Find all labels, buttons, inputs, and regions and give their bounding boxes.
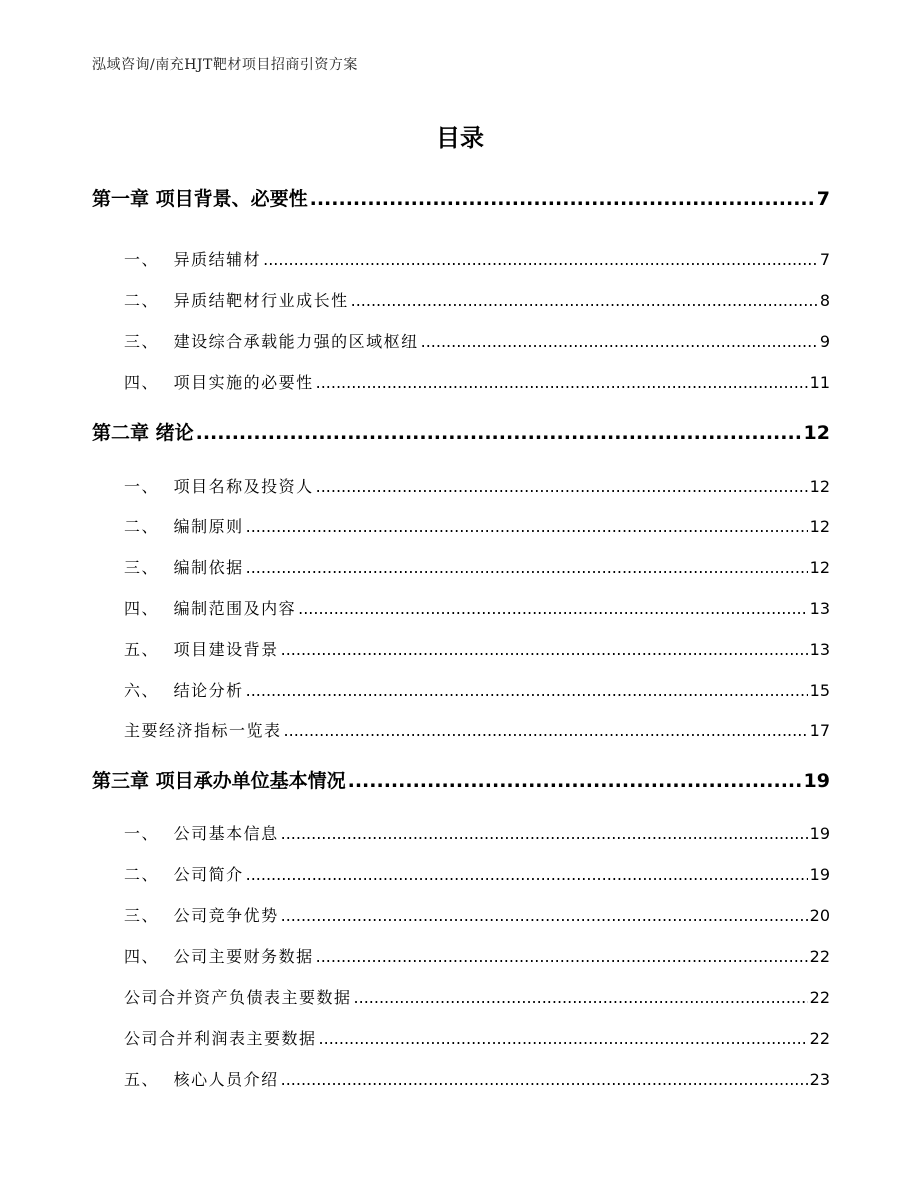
toc-label: 第三章 项目承办单位基本情况 bbox=[92, 770, 346, 792]
toc-label: 公司主要财务数据 bbox=[173, 947, 314, 966]
toc-label: 第一章 项目背景、必要性 bbox=[92, 188, 308, 210]
toc-number: 二、 bbox=[124, 865, 160, 884]
toc-number: 五、 bbox=[124, 640, 160, 659]
dot-leader bbox=[263, 250, 818, 269]
toc-number: 四、 bbox=[124, 947, 160, 966]
dot-leader bbox=[298, 599, 808, 618]
toc-page-number: 22 bbox=[809, 1029, 830, 1048]
running-header: 泓域咨询/南充HJT靶材项目招商引资方案 bbox=[92, 57, 358, 73]
toc-page-number: 12 bbox=[809, 477, 830, 496]
toc-label: 结论分析 bbox=[173, 681, 244, 700]
dot-leader bbox=[281, 906, 808, 925]
toc-chapter[interactable] bbox=[92, 418, 830, 444]
toc-number: 二、 bbox=[124, 291, 160, 310]
toc-label: 异质结靶材行业成长性 bbox=[173, 291, 349, 310]
toc-page-number: 8 bbox=[819, 291, 830, 310]
toc-section[interactable] bbox=[92, 944, 830, 966]
dot-leader bbox=[348, 770, 802, 792]
toc-section[interactable] bbox=[92, 678, 830, 700]
dot-leader bbox=[316, 947, 808, 966]
dot-leader bbox=[246, 517, 808, 536]
dot-leader bbox=[196, 422, 802, 444]
toc-page-number: 17 bbox=[809, 721, 830, 740]
toc-page-number: 22 bbox=[809, 947, 830, 966]
page-title: 目录 bbox=[436, 124, 484, 152]
toc-label: 异质结辅材 bbox=[173, 250, 262, 269]
toc-label: 公司竞争优势 bbox=[173, 906, 279, 925]
toc-section[interactable] bbox=[92, 1067, 830, 1089]
toc-page-number: 12 bbox=[809, 517, 830, 536]
toc-section[interactable] bbox=[92, 247, 830, 269]
toc-section[interactable] bbox=[92, 903, 830, 925]
dot-leader bbox=[310, 188, 815, 210]
toc-section[interactable] bbox=[92, 637, 830, 659]
toc-page-number: 9 bbox=[819, 332, 830, 351]
toc-number: 一、 bbox=[124, 824, 160, 843]
toc-page-number: 7 bbox=[819, 250, 830, 269]
toc-number: 一、 bbox=[124, 477, 160, 496]
dot-leader bbox=[316, 373, 808, 392]
toc-number: 四、 bbox=[124, 373, 160, 392]
dot-leader bbox=[284, 721, 808, 740]
toc-section[interactable] bbox=[92, 862, 830, 884]
toc-section[interactable] bbox=[92, 514, 830, 536]
toc-section[interactable] bbox=[92, 718, 830, 740]
toc-label: 公司简介 bbox=[173, 865, 244, 884]
toc-page-number: 22 bbox=[809, 988, 830, 1007]
toc-page-number: 12 bbox=[809, 558, 830, 577]
dot-leader bbox=[281, 1070, 808, 1089]
toc-number: 三、 bbox=[124, 906, 160, 925]
toc-label: 项目名称及投资人 bbox=[173, 477, 314, 496]
dot-leader bbox=[351, 291, 818, 310]
dot-leader bbox=[281, 640, 808, 659]
toc-label: 编制依据 bbox=[173, 558, 244, 577]
dot-leader bbox=[354, 988, 808, 1007]
toc-number: 三、 bbox=[124, 332, 160, 351]
toc-page-number: 13 bbox=[809, 599, 830, 618]
toc-label: 建设综合承载能力强的区域枢纽 bbox=[173, 332, 419, 351]
toc-section[interactable] bbox=[92, 474, 830, 496]
dot-leader bbox=[319, 1029, 808, 1048]
toc-label: 公司合并资产负债表主要数据 bbox=[124, 988, 352, 1007]
toc-page-number: 12 bbox=[803, 422, 830, 444]
dot-leader bbox=[246, 681, 808, 700]
toc-section[interactable] bbox=[92, 596, 830, 618]
toc-label: 主要经济指标一览表 bbox=[124, 721, 282, 740]
toc-section[interactable] bbox=[92, 985, 830, 1007]
dot-leader bbox=[246, 558, 808, 577]
toc-number: 六、 bbox=[124, 681, 160, 700]
toc-page-number: 19 bbox=[809, 865, 830, 884]
toc-number: 三、 bbox=[124, 558, 160, 577]
toc-section[interactable] bbox=[92, 821, 830, 843]
toc-page-number: 7 bbox=[816, 188, 830, 210]
toc-label: 编制原则 bbox=[173, 517, 244, 536]
toc-label: 项目建设背景 bbox=[173, 640, 279, 659]
toc-label: 编制范围及内容 bbox=[173, 599, 297, 618]
toc-section[interactable] bbox=[92, 329, 830, 351]
dot-leader bbox=[281, 824, 808, 843]
toc-page-number: 23 bbox=[809, 1070, 830, 1089]
dot-leader bbox=[246, 865, 808, 884]
toc-label: 核心人员介绍 bbox=[173, 1070, 279, 1089]
toc-page-number: 19 bbox=[803, 770, 830, 792]
toc-page-number: 15 bbox=[809, 681, 830, 700]
toc-section[interactable] bbox=[92, 288, 830, 310]
dot-leader bbox=[421, 332, 818, 351]
toc-label: 项目实施的必要性 bbox=[173, 373, 314, 392]
toc-section[interactable] bbox=[92, 555, 830, 577]
toc-number: 四、 bbox=[124, 599, 160, 618]
dot-leader bbox=[316, 477, 808, 496]
toc-label: 公司基本信息 bbox=[173, 824, 279, 843]
toc-number: 五、 bbox=[124, 1070, 160, 1089]
toc-label: 第二章 绪论 bbox=[92, 422, 194, 444]
toc-page-number: 19 bbox=[809, 824, 830, 843]
toc-chapter[interactable] bbox=[92, 766, 830, 792]
toc-page-number: 11 bbox=[809, 373, 830, 392]
toc-section[interactable] bbox=[92, 1026, 830, 1048]
toc-section[interactable] bbox=[92, 370, 830, 392]
toc-page-number: 13 bbox=[809, 640, 830, 659]
toc-label: 公司合并利润表主要数据 bbox=[124, 1029, 317, 1048]
toc-page-number: 20 bbox=[809, 906, 830, 925]
toc-number: 一、 bbox=[124, 250, 160, 269]
toc-chapter[interactable] bbox=[92, 184, 830, 210]
toc-number: 二、 bbox=[124, 517, 160, 536]
